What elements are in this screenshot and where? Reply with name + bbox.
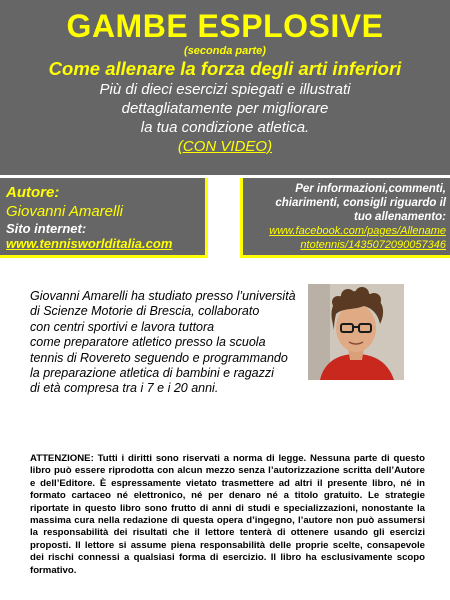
- info-text-line: Per informazioni,commenti,: [295, 183, 446, 195]
- website-link[interactable]: www.tennisworlditalia.com: [6, 236, 173, 251]
- author-portrait-illustration: [308, 284, 404, 380]
- author-name: Giovanni Amarelli: [6, 203, 123, 220]
- description-line: la tua condizione atletica.: [140, 119, 310, 136]
- author-label: Autore:: [6, 184, 60, 201]
- bio-line: Giovanni Amarelli ha studiato presso l’università: [30, 289, 296, 303]
- author-box: [0, 178, 208, 258]
- copyright-notice: ATTENZIONE: Tutti i diritti sono riservati a norma di legge. Nessuna parte di questo libro può essere riprodotta con alcun mezzo senza l’autorizzazione scritta dell’Autore e dell’Editore. È espressamente vietato trasmettere ad altri il presente libro, né in formato cartaceo né elettronico, né per denaro né a titolo gratuito. Le strategie riportate in questo libro sono frutto di anni di studi e specializzazioni, nonostante la massima cura nella redazione di questa opera d’ingegno, l’autore non può assumersi la responsabilità dei risultati che il lettore tenterà di ottenere usando gli esercizi proposti. Il lettore si assume piena responsabilità delle proprie scelte, consapevole dei rischi connessi a qualsiasi forma di esercizio. Il libro ha esclusivamente scopo formativo.: [30, 453, 425, 576]
- facebook-link-line: www.facebook.com/pages/Allename: [269, 225, 446, 237]
- bio-line: di età compresa tra i 7 e i 20 anni.: [30, 381, 219, 396]
- bio-line: la preparazione atletica di bambini e ragazzi: [30, 366, 274, 381]
- info-box: [240, 178, 450, 258]
- info-text-line: tuo allenamento:: [353, 211, 446, 223]
- description-line: Più di dieci esercizi spiegati e illustrati: [99, 81, 351, 98]
- bio-line: tennis di Rovereto seguendo e programmando: [30, 350, 288, 365]
- bio-line: come preparatore atletico presso la scuola: [30, 335, 266, 350]
- description-line: dettagliatamente per migliorare: [121, 100, 329, 117]
- author-photo: [308, 284, 404, 380]
- title-banner: [0, 0, 450, 175]
- website-label: Sito internet:: [6, 221, 87, 236]
- author-bio: [30, 289, 320, 397]
- info-text: [243, 182, 446, 224]
- book-subtitle: Come allenare la forza degli arti inferiori: [48, 58, 402, 79]
- facebook-link[interactable]: [243, 224, 446, 252]
- bio-line: di Scienze Motorie di Brescia, collaborato: [30, 304, 260, 319]
- video-link[interactable]: (CON VIDEO): [177, 138, 273, 155]
- part-note: (seconda parte): [184, 45, 266, 57]
- info-text-line: chiarimenti, consigli riguardo il: [275, 197, 446, 209]
- bio-line: con centri sportivi e lavora tuttora: [30, 319, 215, 334]
- facebook-link-line: ntotennis/1435072090057346: [300, 239, 446, 251]
- book-description: [0, 80, 450, 137]
- book-title: GAMBE ESPLOSIVE: [66, 8, 384, 44]
